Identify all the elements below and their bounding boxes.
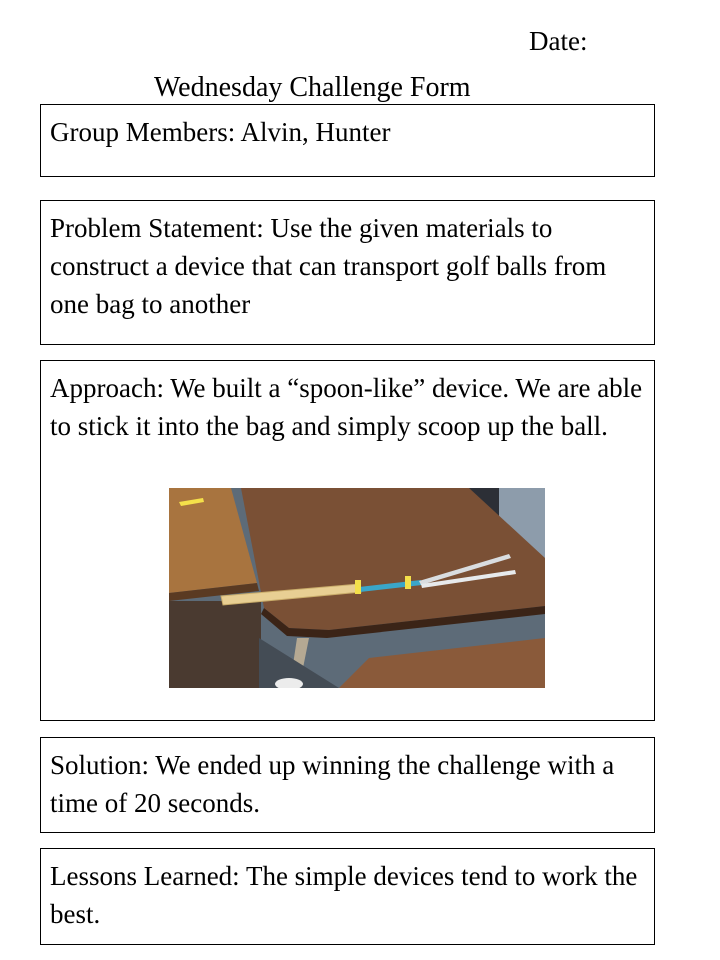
solution-box — [40, 737, 655, 833]
device-photo — [169, 488, 545, 688]
form-title: Wednesday Challenge Form — [154, 72, 471, 103]
solution-text: Solution: We ended up winning the challenge with a time of 20 seconds. — [50, 750, 615, 818]
date-label: Date: — [529, 26, 588, 56]
rubber-band-1 — [355, 580, 361, 594]
lessons-learned-box — [40, 848, 655, 945]
approach-box — [40, 360, 655, 721]
group-members-box — [40, 104, 655, 177]
left-desk-shadow — [169, 601, 261, 688]
rubber-band-2 — [405, 576, 411, 589]
lessons-learned-text: Lessons Learned: The simple devices tend to work the best. — [50, 861, 638, 929]
problem-statement-box — [40, 200, 655, 345]
group-members-text: Group Members: Alvin, Hunter — [50, 117, 391, 147]
approach-text: Approach: We built a “spoon-like” device. We are able to stick it into the bag and simply scoop up the ball. — [50, 373, 643, 441]
problem-statement-text: Problem Statement: Use the given materials to construct a device that can transport golf balls from one bag to another — [50, 213, 607, 319]
